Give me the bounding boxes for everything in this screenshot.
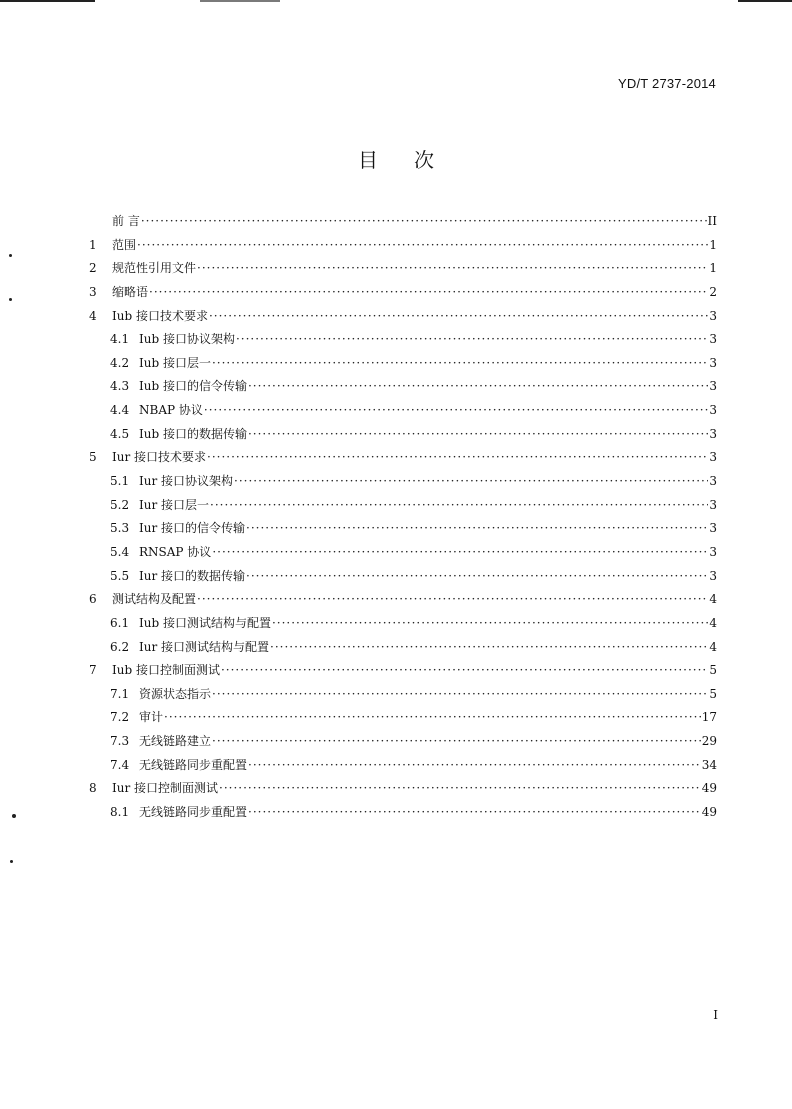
toc-dot-leader [210, 494, 708, 518]
scan-dot-3 [12, 814, 16, 818]
toc-entry[interactable] [89, 328, 717, 352]
toc-dot-leader [219, 777, 701, 801]
toc-entry-page: 2 [709, 284, 717, 299]
toc-dot-leader [234, 470, 708, 494]
toc-entry-label: 审计 [139, 710, 164, 725]
toc-entry-label: Iub 接口测试结构与配置 [139, 615, 271, 630]
toc-entry-label: Iur 接口测试结构与配置 [139, 639, 270, 654]
toc-entry-number: 6.2 [110, 639, 130, 654]
document-code: YD/T 2737-2014 [618, 76, 716, 91]
toc-entry-page: 49 [701, 805, 717, 820]
toc-entry-label: Iub 接口层一 [139, 355, 211, 370]
toc-entry-label: Iur 接口控制面测试 [112, 781, 219, 796]
toc-entry-number: 4.4 [110, 403, 130, 418]
toc-entry-page: 3 [709, 497, 717, 512]
toc-dot-leader [212, 541, 708, 565]
toc-entry[interactable] [89, 494, 717, 518]
toc-dot-leader [212, 352, 708, 376]
toc-dot-leader [204, 399, 708, 423]
toc-entry-label: Iub 接口协议架构 [139, 332, 235, 347]
toc-entry-label: Iur 接口的信令传输 [139, 521, 246, 536]
toc-entry-label: 范围 [112, 237, 137, 252]
toc-entry[interactable] [89, 706, 717, 730]
toc-entry[interactable] [89, 352, 717, 376]
toc-dot-leader [212, 683, 708, 707]
toc-entry[interactable] [89, 588, 717, 612]
toc-dot-leader [137, 234, 708, 258]
table-of-contents [89, 210, 717, 825]
toc-entry-page: 3 [709, 379, 717, 394]
toc-dot-leader [248, 754, 701, 778]
toc-entry-page: 4 [709, 592, 717, 607]
toc-entry[interactable] [89, 399, 717, 423]
toc-dot-leader [212, 730, 701, 754]
toc-entry[interactable] [89, 446, 717, 470]
toc-entry-page: 5 [709, 663, 717, 678]
toc-entry-label: Iur 接口层一 [139, 497, 210, 512]
toc-dot-leader [164, 706, 701, 730]
toc-entry-label: Iub 接口的数据传输 [139, 426, 247, 441]
toc-entry-page: 1 [709, 261, 717, 276]
toc-entry-page: 1 [709, 237, 717, 252]
toc-dot-leader [209, 305, 708, 329]
scan-dot-1 [9, 254, 12, 257]
toc-entry-label: 无线链路同步重配置 [139, 805, 248, 820]
scan-mark-top-right [738, 0, 792, 2]
toc-entry-label: 无线链路同步重配置 [139, 757, 248, 772]
toc-entry-page: 5 [709, 686, 717, 701]
toc-entry-page: 3 [709, 544, 717, 559]
toc-entry-number: 3 [89, 284, 97, 299]
toc-entry-label: Iur 接口的数据传输 [139, 568, 246, 583]
toc-entry-label: RNSAP 协议 [139, 544, 212, 559]
toc-dot-leader [246, 565, 708, 589]
toc-entry-label: 缩略语 [112, 284, 149, 299]
toc-entry-page: 3 [709, 450, 717, 465]
toc-entry-label: Iur 接口协议架构 [139, 474, 234, 489]
toc-entry-page: 49 [701, 781, 717, 796]
toc-entry-number: 8.1 [110, 805, 130, 820]
toc-entry[interactable] [89, 636, 717, 660]
toc-dot-leader [197, 257, 708, 281]
toc-entry-number: 5.4 [110, 544, 130, 559]
toc-entry-number: 6.1 [110, 615, 130, 630]
page-title: 目次 [358, 148, 470, 172]
toc-entry[interactable] [89, 541, 717, 565]
toc-entry-page: 3 [709, 308, 717, 323]
toc-entry-number: 7.1 [110, 686, 130, 701]
toc-entry[interactable] [89, 612, 717, 636]
toc-entry-label: Iub 接口的信令传输 [139, 379, 247, 394]
toc-entry-number: 4.1 [110, 332, 130, 347]
toc-dot-leader [248, 375, 708, 399]
toc-entry-label: 无线链路建立 [139, 734, 212, 749]
toc-entry-page: 3 [709, 521, 717, 536]
toc-entry[interactable] [89, 423, 717, 447]
toc-entry[interactable] [89, 683, 717, 707]
toc-dot-leader [141, 210, 707, 234]
toc-entry-page: 17 [701, 710, 717, 725]
toc-entry-number: 5.3 [110, 521, 130, 536]
toc-entry-label: 规范性引用文件 [112, 261, 197, 276]
toc-entry-page: 3 [709, 332, 717, 347]
toc-dot-leader [248, 801, 701, 825]
toc-entry-label: Iub 接口控制面测试 [112, 663, 220, 678]
toc-entry-number: 7 [89, 663, 97, 678]
toc-entry-page: 3 [709, 568, 717, 583]
toc-entry-number: 5.1 [110, 474, 130, 489]
toc-entry-number: 8 [89, 781, 97, 796]
scan-dot-4 [10, 860, 13, 863]
toc-entry-label: 测试结构及配置 [112, 592, 197, 607]
toc-entry-page: 4 [709, 639, 717, 654]
toc-entry-label: 资源状态指示 [139, 686, 212, 701]
toc-entry-page: 4 [709, 615, 717, 630]
toc-dot-leader [221, 659, 708, 683]
toc-entry[interactable] [89, 659, 717, 683]
toc-entry-label: Iur 接口技术要求 [112, 450, 207, 465]
toc-entry[interactable] [89, 517, 717, 541]
toc-entry[interactable] [89, 777, 717, 801]
toc-entry-number: 4.2 [110, 355, 130, 370]
toc-entry-number: 5 [89, 450, 97, 465]
toc-entry[interactable] [89, 801, 717, 825]
scan-mark-top-center [200, 0, 280, 2]
toc-entry-number: 7.4 [110, 757, 130, 772]
toc-dot-leader [272, 612, 708, 636]
toc-entry-number: 4.5 [110, 426, 130, 441]
toc-dot-leader [197, 588, 708, 612]
toc-entry-page: 3 [709, 355, 717, 370]
toc-entry-page: 3 [709, 474, 717, 489]
toc-entry-page: 34 [701, 757, 717, 772]
toc-entry[interactable] [89, 210, 717, 234]
footer-page-number: I [713, 1008, 718, 1022]
toc-entry[interactable] [89, 470, 717, 494]
toc-entry[interactable] [89, 281, 717, 305]
toc-entry-number: 4.3 [110, 379, 130, 394]
toc-entry-number: 7.3 [110, 734, 130, 749]
toc-dot-leader [248, 423, 708, 447]
toc-dot-leader [270, 636, 708, 660]
toc-entry-number: 7.2 [110, 710, 130, 725]
toc-entry[interactable] [89, 730, 717, 754]
toc-entry[interactable] [89, 565, 717, 589]
toc-entry-number: 5.2 [110, 497, 130, 512]
toc-entry[interactable] [89, 754, 717, 778]
scan-mark-top-left [0, 0, 95, 2]
toc-entry-label: Iub 接口技术要求 [112, 308, 208, 323]
toc-entry-number: 5.5 [110, 568, 130, 583]
toc-entry-page: 3 [709, 403, 717, 418]
toc-entry-page: 3 [709, 426, 717, 441]
toc-entry[interactable] [89, 375, 717, 399]
toc-entry-page: II [707, 214, 717, 228]
toc-dot-leader [149, 281, 708, 305]
toc-dot-leader [246, 517, 708, 541]
toc-entry-number: 1 [89, 237, 97, 252]
toc-entry[interactable] [89, 257, 717, 281]
toc-dot-leader [207, 446, 708, 470]
toc-dot-leader [236, 328, 708, 352]
toc-entry-number: 4 [89, 308, 97, 323]
toc-entry[interactable] [89, 234, 717, 258]
toc-entry-number: 6 [89, 592, 97, 607]
toc-entry-page: 29 [701, 734, 717, 749]
scan-dot-2 [9, 298, 12, 301]
toc-entry-number: 2 [89, 261, 97, 276]
toc-entry-label: NBAP 协议 [139, 403, 203, 418]
toc-entry[interactable] [89, 305, 717, 329]
toc-entry-label: 前 言 [112, 214, 140, 228]
